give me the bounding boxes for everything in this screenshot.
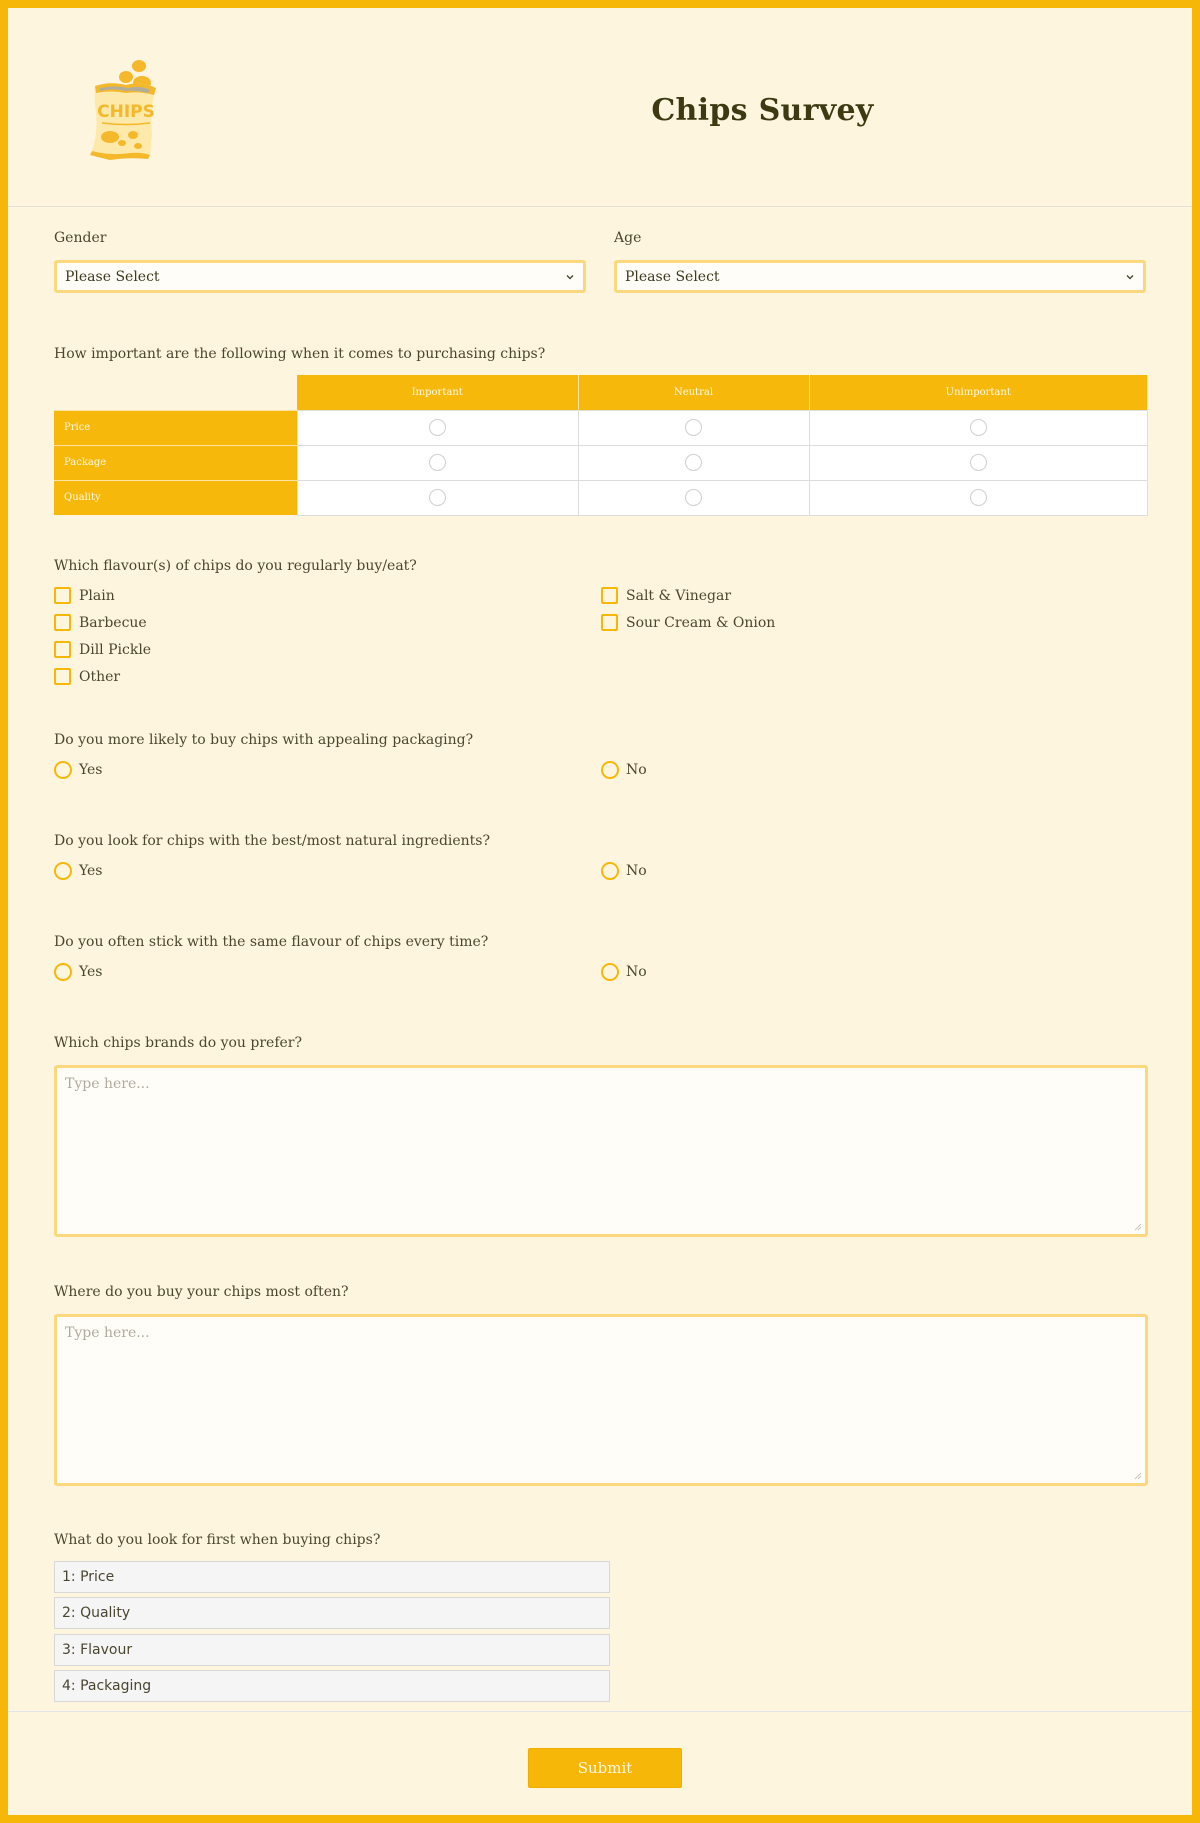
radio-packaging-yes[interactable]: Yes bbox=[54, 761, 601, 779]
gender-field bbox=[54, 229, 586, 293]
svg-text:CHIPS: CHIPS bbox=[97, 102, 155, 122]
brands-question bbox=[54, 1034, 1146, 1237]
where-textarea[interactable] bbox=[54, 1314, 1148, 1486]
flavours-question bbox=[54, 557, 1146, 686]
matrix-radio-quality-important[interactable] bbox=[429, 489, 446, 506]
radio-same-flavour-yes[interactable]: Yes bbox=[54, 963, 601, 981]
ranking-question bbox=[54, 1531, 1146, 1703]
matrix-row-label: Quality bbox=[54, 480, 297, 515]
matrix-row bbox=[54, 480, 1148, 515]
chevron-down-icon bbox=[1125, 272, 1135, 282]
matrix-column-header: Neutral bbox=[578, 375, 809, 410]
radio-icon[interactable] bbox=[54, 761, 72, 779]
submit-button[interactable]: Submit bbox=[528, 1748, 682, 1788]
matrix-radio-price-important[interactable] bbox=[429, 419, 446, 436]
radio-packaging-no[interactable]: No bbox=[601, 761, 1148, 779]
matrix-radio-package-neutral[interactable] bbox=[685, 454, 702, 471]
question-label: Where do you buy your chips most often? bbox=[54, 1283, 349, 1300]
demographics-row bbox=[54, 229, 1146, 293]
age-select[interactable] bbox=[614, 260, 1146, 293]
packaging-options bbox=[54, 761, 1146, 779]
matrix-row bbox=[54, 410, 1148, 445]
chevron-down-icon bbox=[565, 272, 575, 282]
checkbox-icon[interactable] bbox=[54, 641, 71, 658]
age-field bbox=[614, 229, 1146, 293]
ingredients-options bbox=[54, 862, 1146, 880]
radio-icon[interactable] bbox=[601, 963, 619, 981]
radio-icon[interactable] bbox=[601, 862, 619, 880]
radio-icon[interactable] bbox=[54, 862, 72, 880]
matrix-radio-package-unimportant[interactable] bbox=[970, 454, 987, 471]
matrix-column-header: Unimportant bbox=[809, 375, 1148, 410]
ranking-list bbox=[54, 1561, 610, 1703]
radio-icon[interactable] bbox=[601, 761, 619, 779]
checkbox-plain[interactable]: Plain bbox=[54, 587, 601, 605]
same-flavour-options bbox=[54, 963, 1146, 981]
radio-same-flavour-no[interactable]: No bbox=[601, 963, 1148, 981]
ranking-item[interactable]: 4: Packaging bbox=[54, 1670, 610, 1702]
checkbox-icon[interactable] bbox=[54, 587, 71, 604]
same-flavour-question bbox=[54, 933, 1146, 981]
form-body bbox=[8, 229, 1192, 1702]
checkbox-salt-vinegar[interactable]: Salt & Vinegar bbox=[601, 587, 1148, 605]
form-footer bbox=[8, 1711, 1192, 1815]
ingredients-question bbox=[54, 832, 1146, 880]
question-label: Which flavour(s) of chips do you regularly buy/eat? bbox=[54, 557, 417, 574]
age-select-value: Please Select bbox=[625, 268, 720, 285]
matrix-radio-price-neutral[interactable] bbox=[685, 419, 702, 436]
gender-select-value: Please Select bbox=[65, 268, 160, 285]
radio-ingredients-no[interactable]: No bbox=[601, 862, 1148, 880]
packaging-question bbox=[54, 731, 1146, 779]
page-title: Chips Survey bbox=[651, 93, 874, 128]
checkbox-icon[interactable] bbox=[54, 614, 71, 631]
matrix-row bbox=[54, 445, 1148, 480]
checkbox-other[interactable]: Other bbox=[54, 668, 601, 686]
question-label: Do you look for chips with the best/most natural ingredients? bbox=[54, 832, 490, 849]
question-label: Do you more likely to buy chips with appealing packaging? bbox=[54, 731, 474, 748]
importance-matrix bbox=[54, 375, 1148, 516]
ranking-item[interactable]: 3: Flavour bbox=[54, 1634, 610, 1666]
gender-select[interactable] bbox=[54, 260, 586, 293]
radio-ingredients-yes[interactable]: Yes bbox=[54, 862, 601, 880]
matrix-column-header: Important bbox=[297, 375, 578, 410]
importance-matrix-question bbox=[54, 345, 1146, 516]
checkbox-icon[interactable] bbox=[601, 587, 618, 604]
question-label: Do you often stick with the same flavour of chips every time? bbox=[54, 933, 489, 950]
form-header bbox=[8, 8, 1192, 207]
matrix-radio-quality-unimportant[interactable] bbox=[970, 489, 987, 506]
question-label: How important are the following when it comes to purchasing chips? bbox=[54, 346, 546, 362]
resize-handle-icon[interactable] bbox=[1134, 1223, 1142, 1231]
checkbox-icon[interactable] bbox=[601, 614, 618, 631]
checkbox-barbecue[interactable]: Barbecue bbox=[54, 614, 601, 632]
where-placeholder: Type here... bbox=[65, 1324, 150, 1341]
checkbox-icon[interactable] bbox=[54, 668, 71, 685]
brands-textarea[interactable] bbox=[54, 1065, 1148, 1237]
matrix-row-label: Price bbox=[54, 410, 297, 445]
matrix-radio-quality-neutral[interactable] bbox=[685, 489, 702, 506]
age-label: Age bbox=[614, 230, 642, 246]
radio-icon[interactable] bbox=[54, 963, 72, 981]
ranking-item[interactable]: 2: Quality bbox=[54, 1597, 610, 1629]
matrix-radio-package-important[interactable] bbox=[429, 454, 446, 471]
question-label: What do you look for first when buying chips? bbox=[54, 1531, 381, 1548]
matrix-row-label: Package bbox=[54, 445, 297, 480]
checkbox-dill-pickle[interactable]: Dill Pickle bbox=[54, 641, 601, 659]
where-question bbox=[54, 1283, 1146, 1486]
checkbox-sour-cream-onion[interactable]: Sour Cream & Onion bbox=[601, 614, 1148, 632]
gender-label: Gender bbox=[54, 230, 107, 246]
question-label: Which chips brands do you prefer? bbox=[54, 1034, 302, 1051]
form-container bbox=[8, 8, 1192, 1815]
resize-handle-icon[interactable] bbox=[1134, 1472, 1142, 1480]
matrix-radio-price-unimportant[interactable] bbox=[970, 419, 987, 436]
flavours-options bbox=[54, 587, 1146, 686]
brands-placeholder: Type here... bbox=[65, 1075, 150, 1092]
ranking-item[interactable]: 1: Price bbox=[54, 1561, 610, 1593]
